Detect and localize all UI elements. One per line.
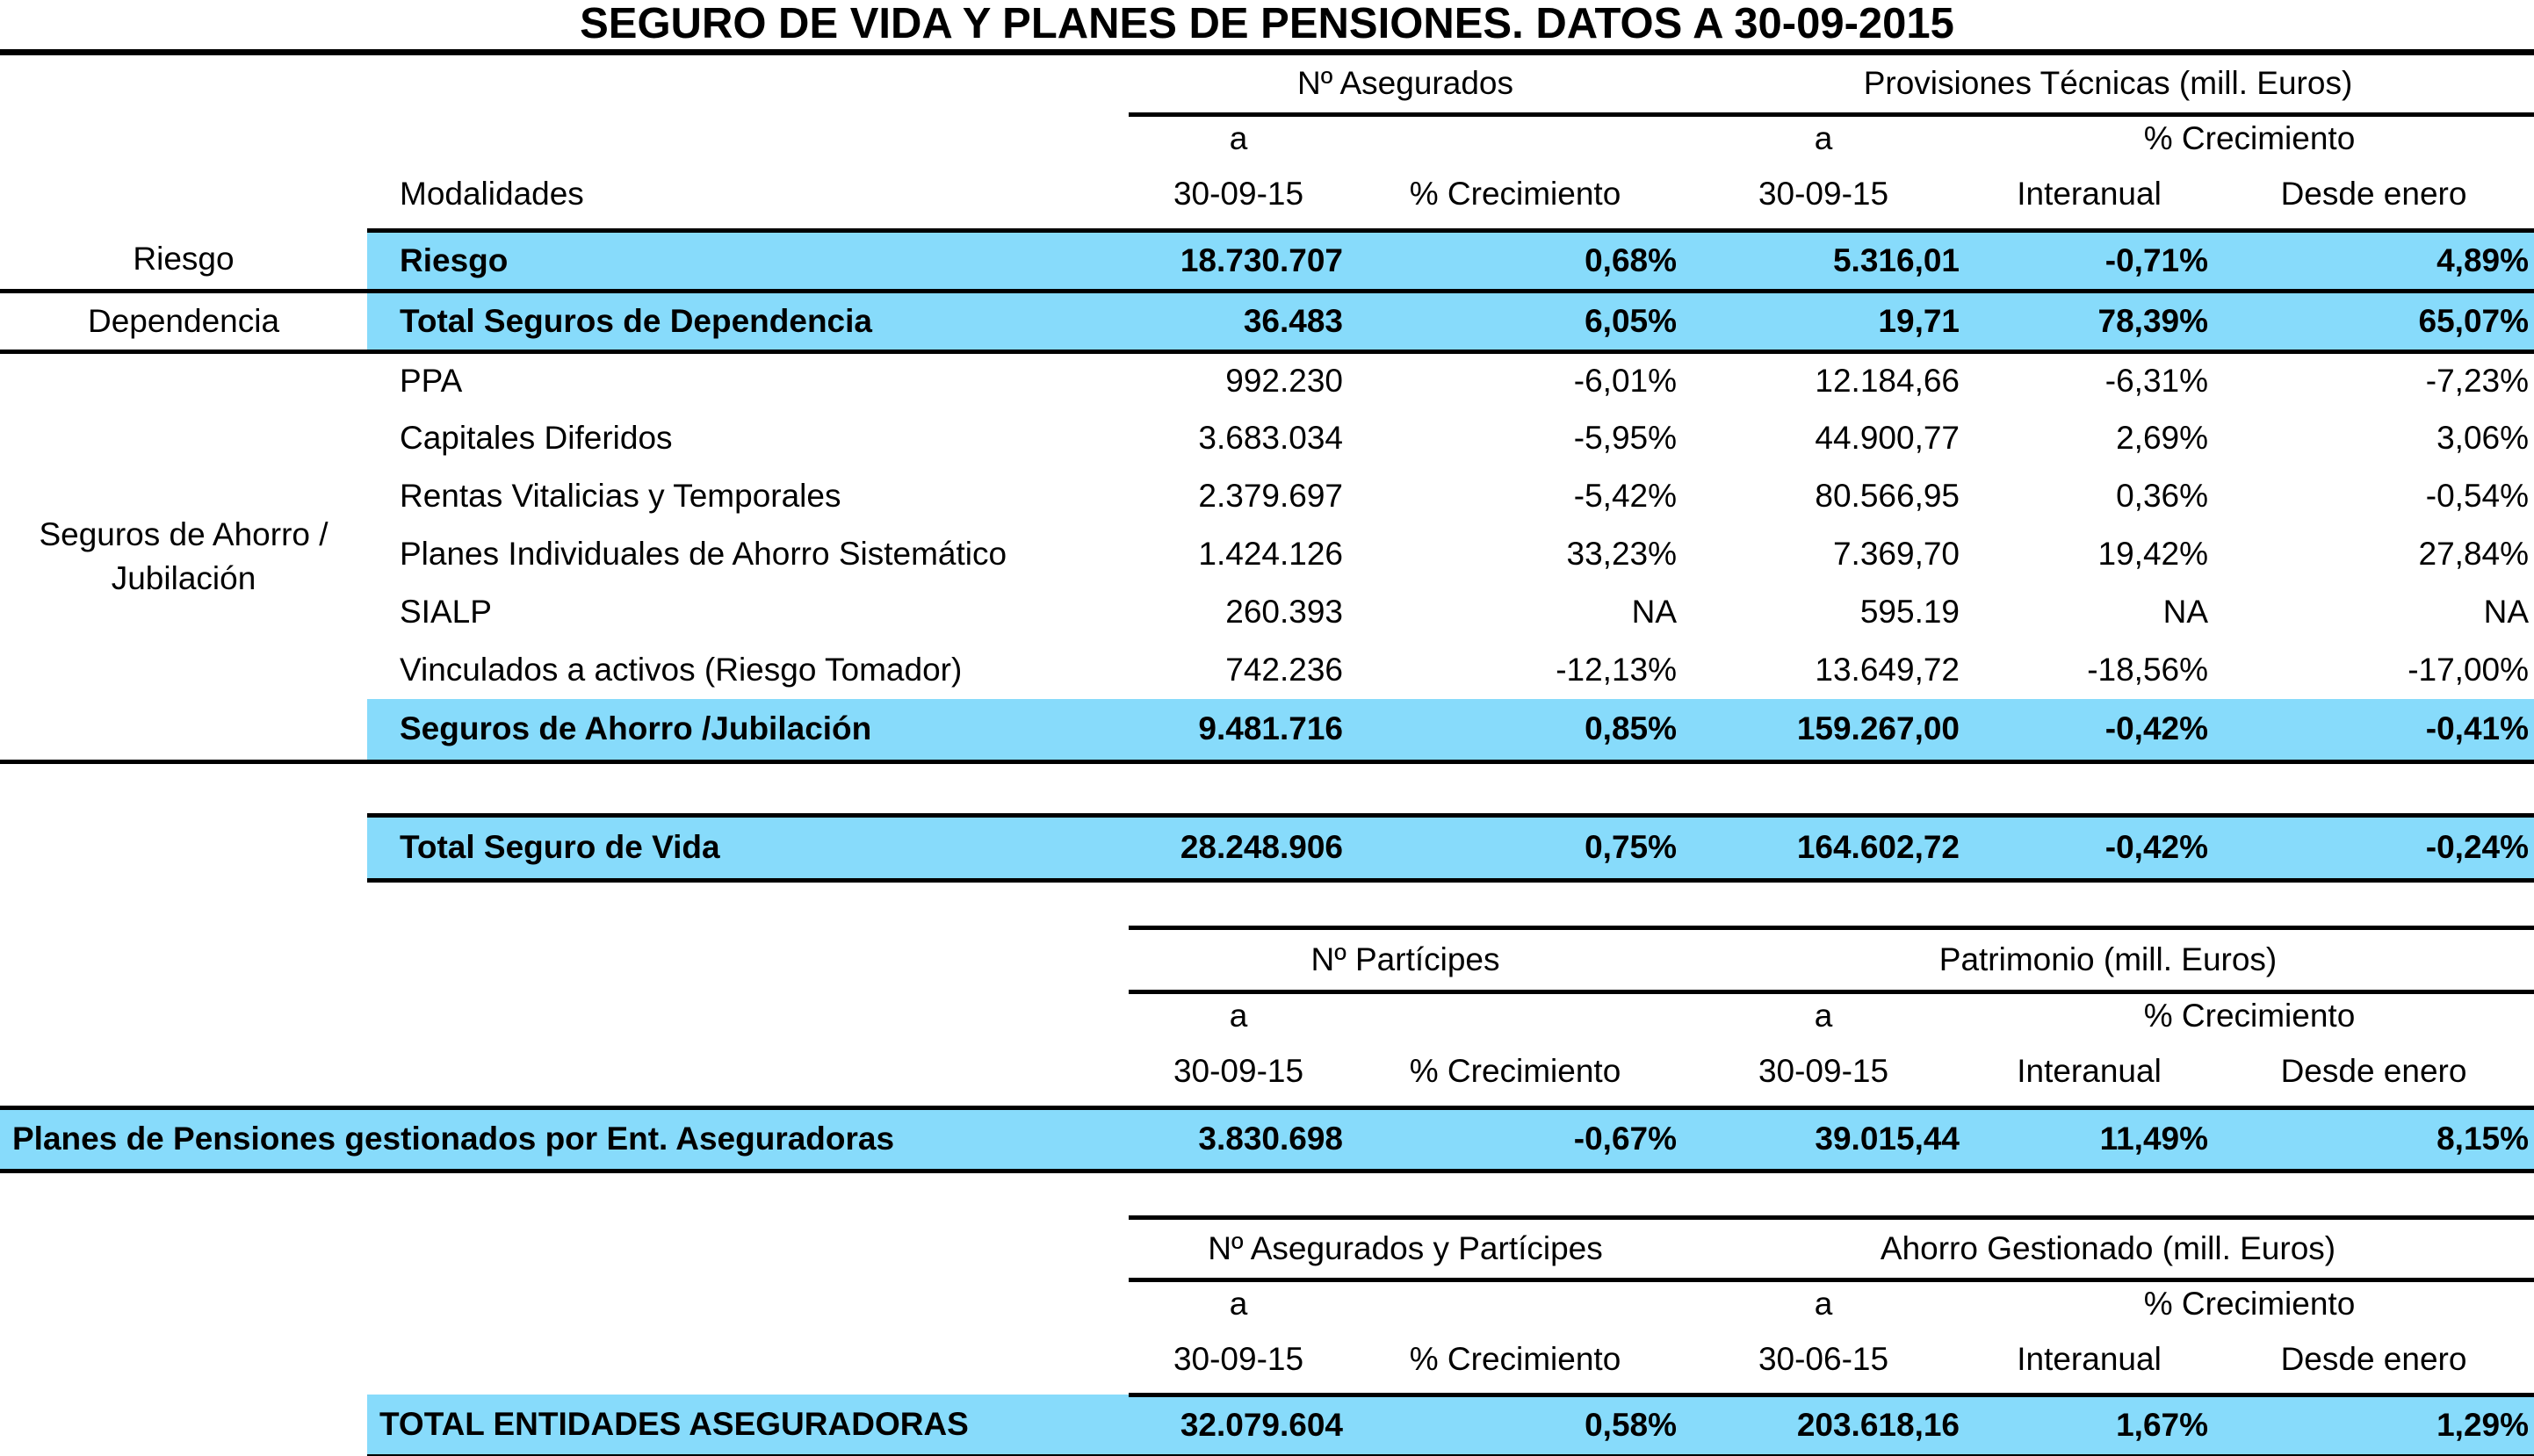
table-row-planes-pensiones <box>0 1107 2534 1171</box>
group-label-ahorro: Seguros de Ahorro / Jubilación <box>0 351 367 761</box>
value-cell: 5.316,01 <box>1682 230 1965 291</box>
s1-col-header: Interanual <box>1965 161 2213 230</box>
s3-header-a1: a <box>1229 1285 1248 1322</box>
value-cell: 33,23% <box>1566 536 1678 572</box>
value-cell: -12,13% <box>1556 652 1678 688</box>
empty-cell <box>0 1279 367 1326</box>
empty-cell <box>0 1217 367 1279</box>
value-cell: 80.566,95 <box>1815 478 1960 514</box>
row-label: TOTAL ENTIDADES ASEGURADORAS <box>367 1395 1129 1456</box>
value-cell: -5,95% <box>1573 420 1678 456</box>
value-cell: 3,06% <box>2437 420 2530 456</box>
s2-header-participes: Nº Partícipes <box>1129 927 1682 991</box>
table-row-ahorro-total <box>0 699 2534 761</box>
value-cell: 992.230 <box>1225 363 1343 400</box>
page-title: SEGURO DE VIDA Y PLANES DE PENSIONES. DATOS A 30-09-2015 <box>0 0 2534 55</box>
empty-cell <box>0 991 367 1038</box>
s1-header-modalidades: Modalidades <box>367 161 1129 230</box>
value-cell: 8,15% <box>2213 1107 2534 1171</box>
value-cell: 203.618,16 <box>1682 1395 1965 1456</box>
group-label: Riesgo <box>0 230 367 291</box>
value-cell: 9.481.716 <box>1129 699 1348 761</box>
spacer-row <box>0 880 2534 927</box>
value-cell: -5,42% <box>1573 478 1678 514</box>
s2-col-header: Interanual <box>1965 1038 2213 1107</box>
empty-cell <box>0 161 367 230</box>
spacer <box>0 1171 2534 1217</box>
empty-cell <box>0 1326 367 1395</box>
value-cell: -0,42% <box>1965 815 2213 880</box>
s3-header-asegurados-participes: Nº Asegurados y Partícipes <box>1129 1217 1682 1279</box>
modalidad-label: Total Seguro de Vida <box>367 815 1129 880</box>
value-cell: -0,67% <box>1348 1107 1682 1171</box>
s2-header-a2: a <box>1814 997 1833 1034</box>
value-cell: 742.236 <box>1225 652 1343 688</box>
s2-header-crecimiento: % Crecimiento <box>2143 997 2356 1034</box>
value-cell: 1,29% <box>2213 1395 2534 1456</box>
value-cell: -6,31% <box>2104 363 2209 400</box>
modalidad-label: Rentas Vitalicias y Temporales <box>400 478 841 514</box>
table-row-total-entidades <box>0 1395 2534 1456</box>
s2-col-header: Desde enero <box>2213 1038 2534 1107</box>
s1-col-header: 30-09-15 <box>1129 161 1348 230</box>
s2-header-a-row <box>0 991 2534 1038</box>
value-cell: 78,39% <box>1965 291 2213 351</box>
s3-header-crecimiento: % Crecimiento <box>2143 1285 2356 1322</box>
modalidad-label: Capitales Diferidos <box>400 420 673 456</box>
value-cell: 0,36% <box>2116 478 2209 514</box>
empty-cell <box>367 1217 1129 1279</box>
table-row-total-vida <box>0 815 2534 880</box>
value-cell: 6,05% <box>1348 291 1682 351</box>
modalidad-label: Total Seguros de Dependencia <box>367 291 1129 351</box>
empty-cell <box>0 114 367 161</box>
table-row-riesgo <box>0 230 2534 291</box>
value-cell: 32.079.604 <box>1129 1395 1348 1456</box>
empty-cell <box>367 1038 1129 1107</box>
value-cell: 2,69% <box>2116 420 2209 456</box>
s1-header-asegurados: Nº Asegurados <box>1129 55 1682 114</box>
modalidad-label: PPA <box>400 363 463 400</box>
table-row-dependencia <box>0 291 2534 351</box>
empty-cell <box>0 1395 367 1456</box>
s3-col-header: 30-09-15 <box>1129 1326 1348 1395</box>
spacer-row <box>0 761 2534 815</box>
value-cell: 0,58% <box>1348 1395 1682 1456</box>
value-cell: 11,49% <box>1965 1107 2213 1171</box>
value-cell: 0,68% <box>1348 230 1682 291</box>
value-cell: 39.015,44 <box>1682 1107 1965 1171</box>
spacer <box>0 880 2534 927</box>
s1-header-crecimiento: % Crecimiento <box>2143 119 2356 156</box>
value-cell: 0,85% <box>1348 699 1682 761</box>
value-cell: 1,67% <box>1965 1395 2213 1456</box>
value-cell: 4,89% <box>2213 230 2534 291</box>
main-table <box>0 55 2534 1456</box>
table-row-ppa <box>0 351 2534 409</box>
s3-header-columns <box>0 1326 2534 1395</box>
spacer-row <box>0 1171 2534 1217</box>
empty-cell <box>1348 1279 1682 1326</box>
value-cell: 164.602,72 <box>1682 815 1965 880</box>
value-cell: 36.483 <box>1129 291 1348 351</box>
value-cell: 12.184,66 <box>1815 363 1960 400</box>
spacer <box>0 761 2534 815</box>
value-cell: NA <box>2162 594 2209 630</box>
value-cell: 159.267,00 <box>1682 699 1965 761</box>
modalidad-label: SIALP <box>400 594 492 630</box>
modalidad-label: Planes Individuales de Ahorro Sistemático <box>400 536 1007 572</box>
value-cell: 1.424.126 <box>1198 536 1343 572</box>
value-cell: 2.379.697 <box>1198 478 1343 514</box>
s3-header-a-row <box>0 1279 2534 1326</box>
s2-col-header: 30-09-15 <box>1129 1038 1348 1107</box>
s2-col-header: 30-09-15 <box>1682 1038 1965 1107</box>
value-cell: NA <box>2483 594 2530 630</box>
s3-col-header: Desde enero <box>2213 1326 2534 1395</box>
table-row-vinculados <box>0 641 2534 699</box>
table-row-rentas <box>0 467 2534 525</box>
modalidad-label: Riesgo <box>367 230 1129 291</box>
s3-header-groups <box>0 1217 2534 1279</box>
empty-cell <box>0 55 367 114</box>
value-cell: 260.393 <box>1225 594 1343 630</box>
value-cell: 595.19 <box>1859 594 1960 630</box>
value-cell: -17,00% <box>2408 652 2530 688</box>
empty-cell <box>367 1279 1129 1326</box>
value-cell: 7.369,70 <box>1832 536 1960 572</box>
value-cell: -0,24% <box>2213 815 2534 880</box>
value-cell: -7,23% <box>2425 363 2530 400</box>
empty-cell <box>367 114 1129 161</box>
s2-header-patrimonio: Patrimonio (mill. Euros) <box>1682 927 2534 991</box>
value-cell: 3.830.698 <box>1129 1107 1348 1171</box>
value-cell: 65,07% <box>2213 291 2534 351</box>
modalidad-label: Seguros de Ahorro /Jubilación <box>367 699 1129 761</box>
s2-col-header: % Crecimiento <box>1348 1038 1682 1107</box>
value-cell: 0,75% <box>1348 815 1682 880</box>
empty-cell <box>0 1038 367 1107</box>
s3-col-header: % Crecimiento <box>1348 1326 1682 1395</box>
value-cell: 13.649,72 <box>1815 652 1960 688</box>
s2-header-columns <box>0 1038 2534 1107</box>
value-cell: -0,42% <box>1965 699 2213 761</box>
value-cell: 3.683.034 <box>1198 420 1343 456</box>
value-cell: 27,84% <box>2418 536 2530 572</box>
table-row-sialp <box>0 583 2534 641</box>
s3-header-ahorro: Ahorro Gestionado (mill. Euros) <box>1682 1217 2534 1279</box>
s1-col-header: % Crecimiento <box>1348 161 1682 230</box>
value-cell: -0,71% <box>1965 230 2213 291</box>
s2-header-a1: a <box>1229 997 1248 1034</box>
s1-header-a-row <box>0 114 2534 161</box>
empty-cell <box>1348 991 1682 1038</box>
value-cell: 28.248.906 <box>1129 815 1348 880</box>
table-row-pias <box>0 525 2534 583</box>
value-cell: 44.900,77 <box>1815 420 1960 456</box>
s3-col-header: Interanual <box>1965 1326 2213 1395</box>
value-cell: -18,56% <box>2087 652 2209 688</box>
empty-cell <box>0 927 367 991</box>
value-cell: 19,71 <box>1682 291 1965 351</box>
empty-cell <box>367 1326 1129 1395</box>
s1-header-groups <box>0 55 2534 114</box>
empty-cell <box>367 927 1129 991</box>
s1-header-a1: a <box>1229 119 1248 156</box>
modalidad-label: Vinculados a activos (Riesgo Tomador) <box>400 652 963 688</box>
row-label: Planes de Pensiones gestionados por Ent. Aseguradoras <box>0 1107 1129 1171</box>
empty-cell <box>1348 114 1682 161</box>
s1-header-columns <box>0 161 2534 230</box>
group-label: Dependencia <box>0 291 367 351</box>
value-cell: -0,54% <box>2425 478 2530 514</box>
s3-header-a2: a <box>1814 1285 1833 1322</box>
empty-cell <box>367 55 1129 114</box>
value-cell: -0,41% <box>2213 699 2534 761</box>
s1-header-provisiones: Provisiones Técnicas (mill. Euros) <box>1682 55 2534 114</box>
s2-header-groups <box>0 927 2534 991</box>
s1-col-header: Desde enero <box>2213 161 2534 230</box>
value-cell: -6,01% <box>1573 363 1678 400</box>
s1-header-a2: a <box>1814 119 1833 156</box>
empty-cell <box>367 991 1129 1038</box>
table-row-capitales <box>0 409 2534 467</box>
s3-col-header: 30-06-15 <box>1682 1326 1965 1395</box>
empty-cell <box>0 815 367 880</box>
s1-col-header: 30-09-15 <box>1682 161 1965 230</box>
value-cell: NA <box>1631 594 1678 630</box>
value-cell: 19,42% <box>2097 536 2209 572</box>
value-cell: 18.730.707 <box>1129 230 1348 291</box>
